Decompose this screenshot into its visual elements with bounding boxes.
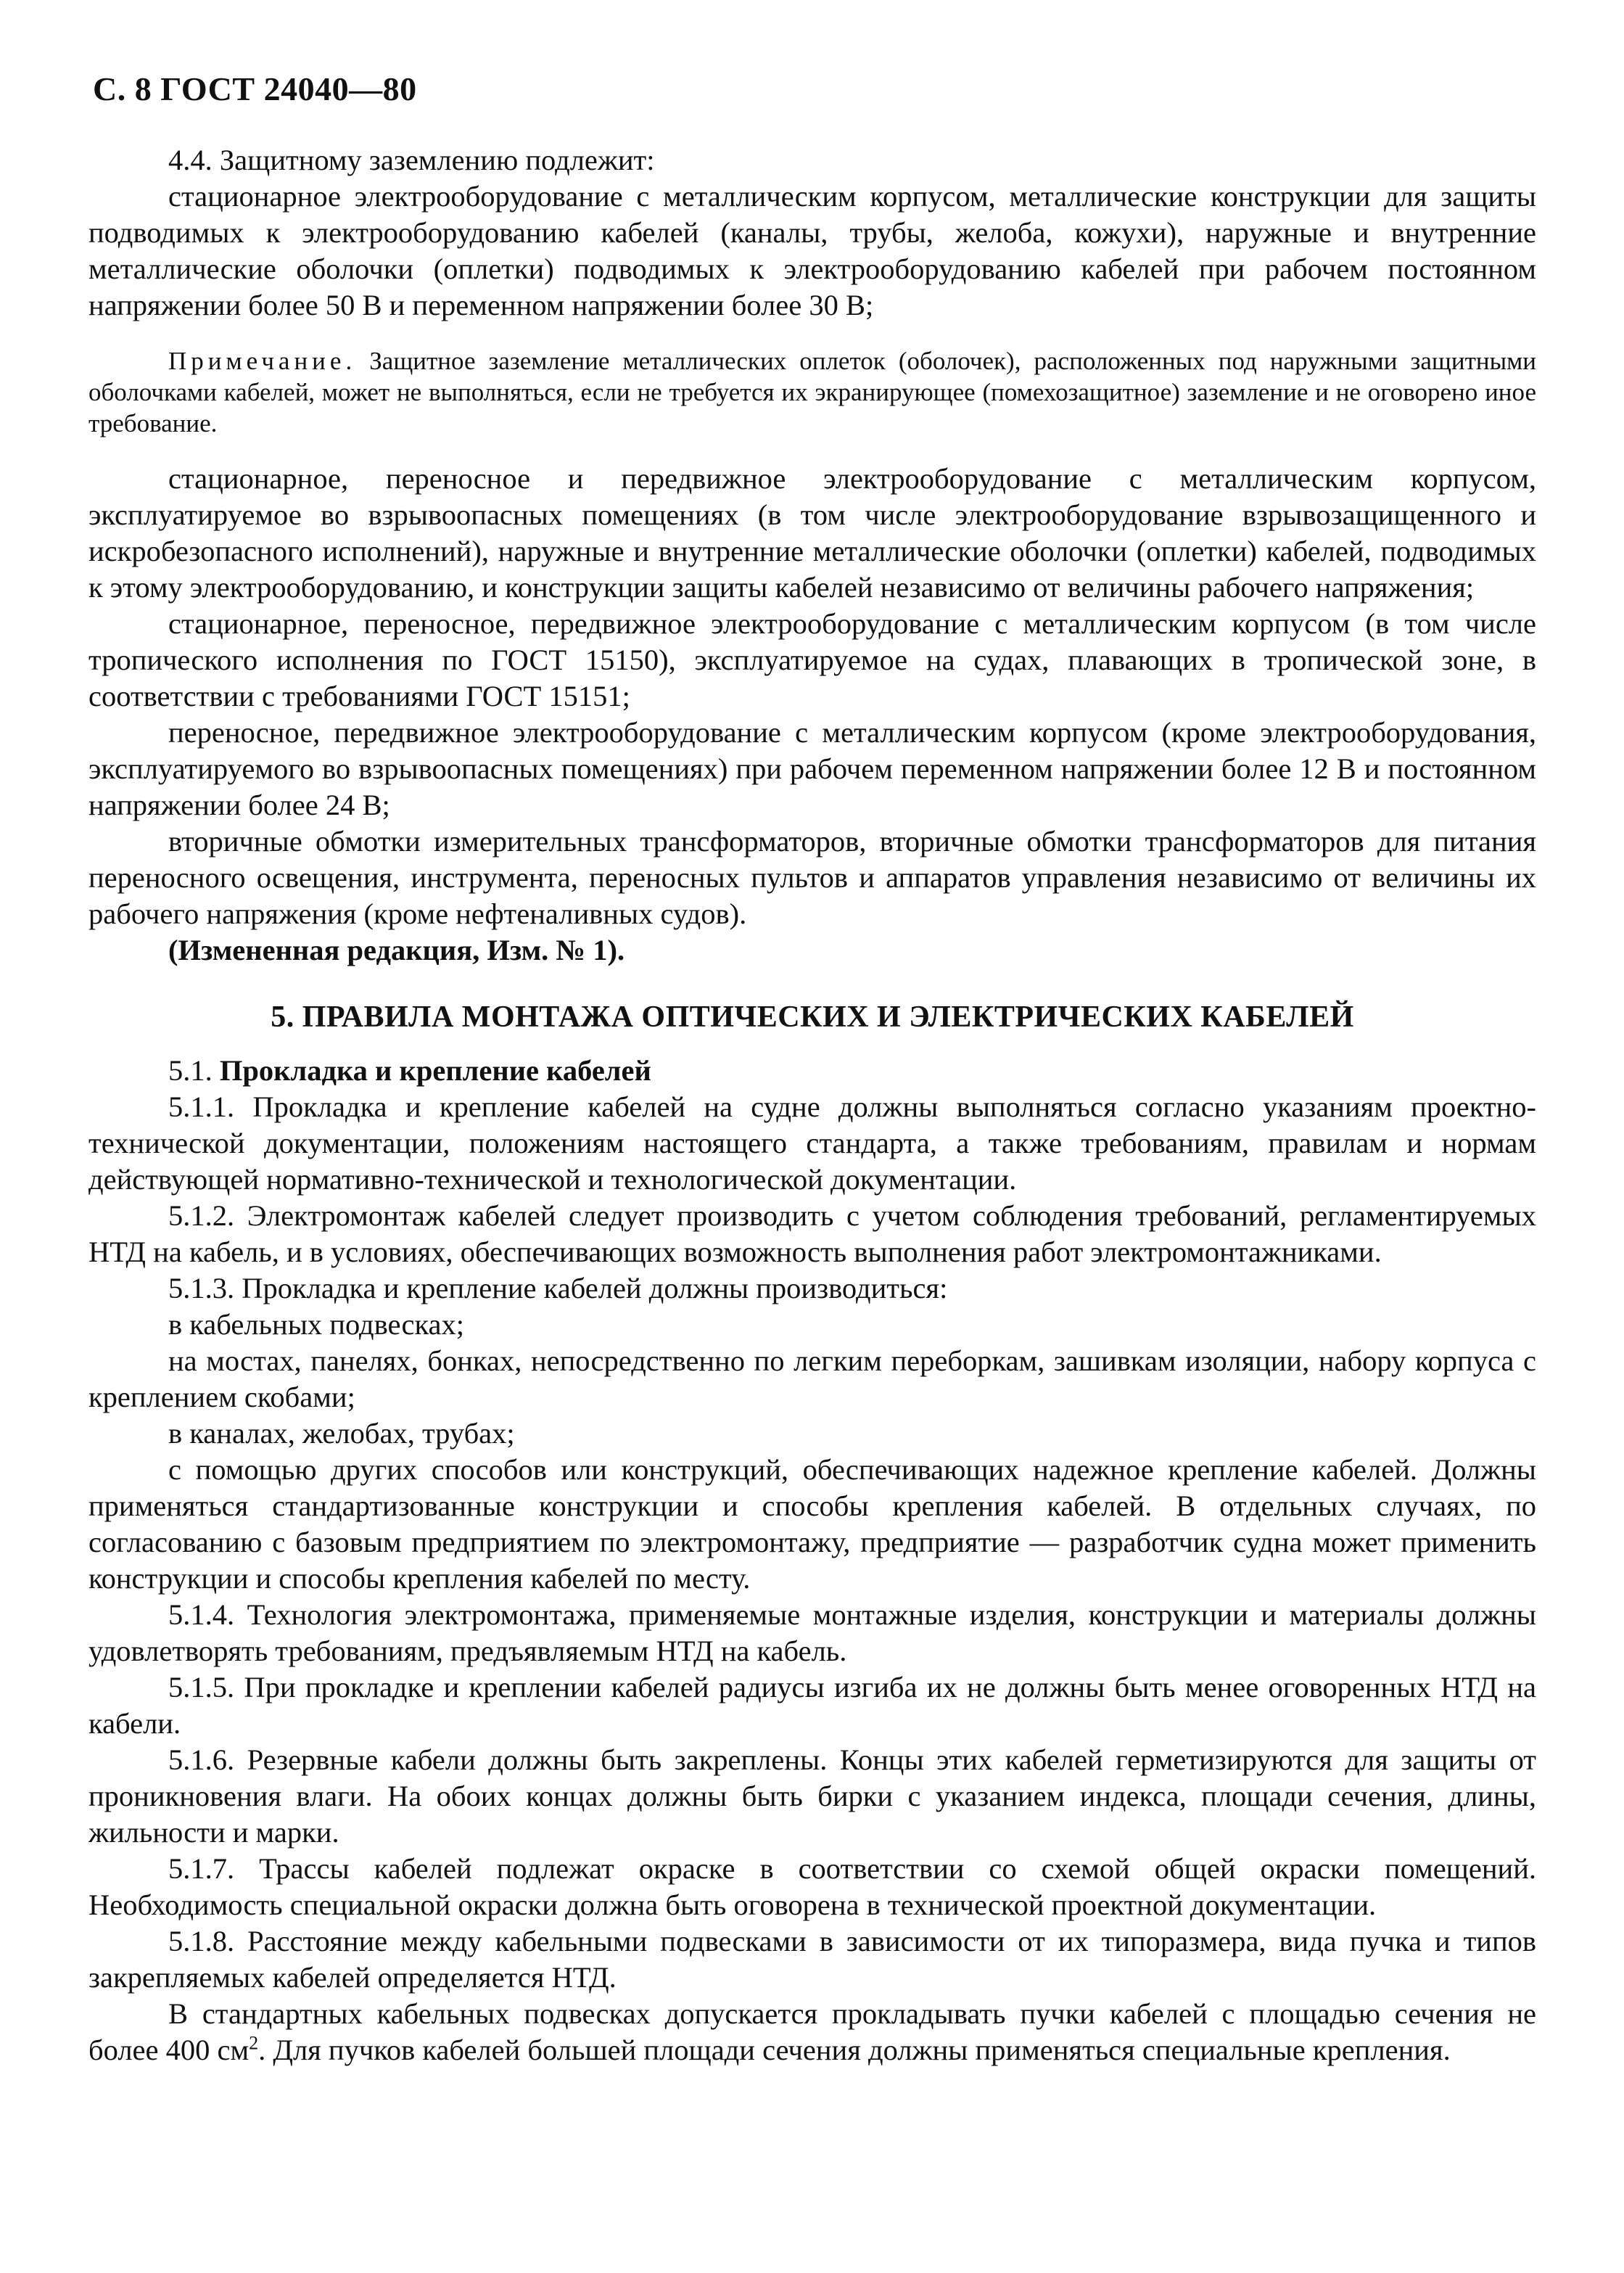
paragraph-4-4: 4.4. Защитному заземлению подлежит:	[168, 144, 655, 176]
paragraph-4-4-item-2: стационарное, переносное и передвижное электрооборудование с металлическим корпусом, эксплуатируемое во взрывоопасных помещениях (в том числе электрооборудование взрывозащищенного и искробезопасного исполнений), наружные и внутренние металлические оболочки (оплетки) кабелей, подводимых к этому электрооборудованию, и конструкции защиты кабелей независимо от величины рабочего напряжения;	[88, 462, 1536, 604]
paragraph-cable-bundles	[88, 1996, 1536, 2068]
paragraph-4-4-item-4: переносное, передвижное электрооборудование с металлическим корпусом (кроме электрооборудования, эксплуатируемого во взрывоопасных помещениях) при рабочем переменном напряжении более 12 В и постоянном напряжении более 24 В;	[88, 716, 1536, 821]
paragraph-4-4-item-1: стационарное электрооборудование с металлическим корпусом, металлические конструкции для защиты подводимых к электрооборудованию кабелей (каналы, трубы, желоба, кожухи), наружные и внутренние металлические оболочки (оплетки) подводимых к электрооборудованию кабелей при рабочем постоянном напряжении более 50 В и переменном напряжении более 30 В;	[88, 180, 1536, 321]
paragraph-5-1-3: 5.1.3. Прокладка и крепление кабелей должны производиться:	[168, 1272, 948, 1304]
paragraph-5-1-3-item-d: с помощью других способов или конструкций, обеспечивающих надежное крепление кабелей. Должны применяться стандартизованные конструкции и способы крепления кабелей. В отдельных случаях, по согласованию с базовым предприятием по электромонтажу, предприятие — разработчик судна может применить конструкции и способы крепления кабелей по месту.	[88, 1453, 1536, 1595]
paragraph-5-1-5: 5.1.5. При прокладке и креплении кабелей радиусы изгиба их не должны быть менее оговоренных НТД на кабели.	[88, 1671, 1536, 1740]
paragraph-5-1-3-item-c: в каналах, желобах, трубах;	[168, 1417, 515, 1450]
cable-bundles-text-b: . Для пучков кабелей большей площади сечения должны применяться специальные крепления.	[258, 2034, 1451, 2066]
superscript-2: 2	[249, 2032, 259, 2054]
paragraph-5-1-6: 5.1.6. Резервные кабели должны быть закреплены. Концы этих кабелей герметизируются для защиты от проникновения влаги. На обоих концах должны быть бирки с указанием индекса, площади сечения, длины, жильности и марки.	[88, 1743, 1536, 1849]
note-text: Защитное заземление металлических оплеток (оболочек), расположенных под наружными защитными оболочками кабелей, может не выполняться, если не требуется их экранирующее (помехозащитное) заземление и не оговорено иное требование.	[88, 347, 1536, 437]
cable-bundles-text-a: В стандартных кабельных подвесках допускается прокладывать пучки кабелей с площадью сечения не более 400 см	[88, 1997, 1536, 2066]
subheading-5-1-number: 5.1.	[168, 1054, 213, 1087]
note	[88, 345, 1536, 439]
paragraph-5-1-4: 5.1.4. Технология электромонтажа, применяемые монтажные изделия, конструкции и материалы должны удовлетворять требованиям, предъявляемым НТД на кабель.	[88, 1598, 1536, 1667]
paragraph-5-1-3-item-a: в кабельных подвесках;	[168, 1308, 465, 1341]
paragraph-5-1-1: 5.1.1. Прокладка и крепление кабелей на судне должны выполняться согласно указаниям проектно-технической документации, положениям настоящего стандарта, а также требованиям, правилам и нормам действующей нормативно-технической и технологической документации.	[88, 1090, 1536, 1196]
paragraph-4-4-item-3: стационарное, переносное, передвижное электрооборудование с металлическим корпусом (в том числе тропического исполнения по ГОСТ 15150), эксплуатируемое на судах, плавающих в тропической зоне, в соответствии с требованиями ГОСТ 15151;	[88, 607, 1536, 712]
paragraph-5-1-8: 5.1.8. Расстояние между кабельными подвесками в зависимости от их типоразмера, вида пучка и типов закрепляемых кабелей определяется НТД.	[88, 1925, 1536, 1994]
paragraph-5-1-2: 5.1.2. Электромонтаж кабелей следует производить с учетом соблюдения требований, регламентируемых НТД на кабель, и в условиях, обеспечивающих возможность выполнения работ электромонтажниками.	[88, 1199, 1536, 1268]
subheading-5-1-text: Прокладка и крепление кабелей	[219, 1054, 651, 1087]
edition-note: (Измененная редакция, Изм. № 1).	[168, 934, 625, 966]
page-content	[88, 142, 1536, 2068]
note-label: Примечание.	[168, 347, 357, 375]
section-5-title: 5. ПРАВИЛА МОНТАЖА ОПТИЧЕСКИХ И ЭЛЕКТРИЧЕСКИХ КАБЕЛЕЙ	[271, 1000, 1354, 1034]
page-header: С. 8 ГОСТ 24040—80	[93, 70, 417, 107]
paragraph-5-1-3-item-b: на мостах, панелях, бонках, непосредственно по легким переборкам, зашивкам изоляции, набору корпуса с креплением скобами;	[88, 1344, 1536, 1413]
paragraph-5-1-7: 5.1.7. Трассы кабелей подлежат окраске в соответствии со схемой общей окраски помещений. Необходимость специальной окраски должна быть оговорена в технической проектной документации.	[88, 1852, 1536, 1921]
subheading-5-1	[88, 1053, 1536, 1089]
paragraph-4-4-item-5: вторичные обмотки измерительных трансформаторов, вторичные обмотки трансформаторов для питания переносного освещения, инструмента, переносных пультов и аппаратов управления независимо от величины их рабочего напряжения (кроме нефтеналивных судов).	[88, 825, 1536, 930]
